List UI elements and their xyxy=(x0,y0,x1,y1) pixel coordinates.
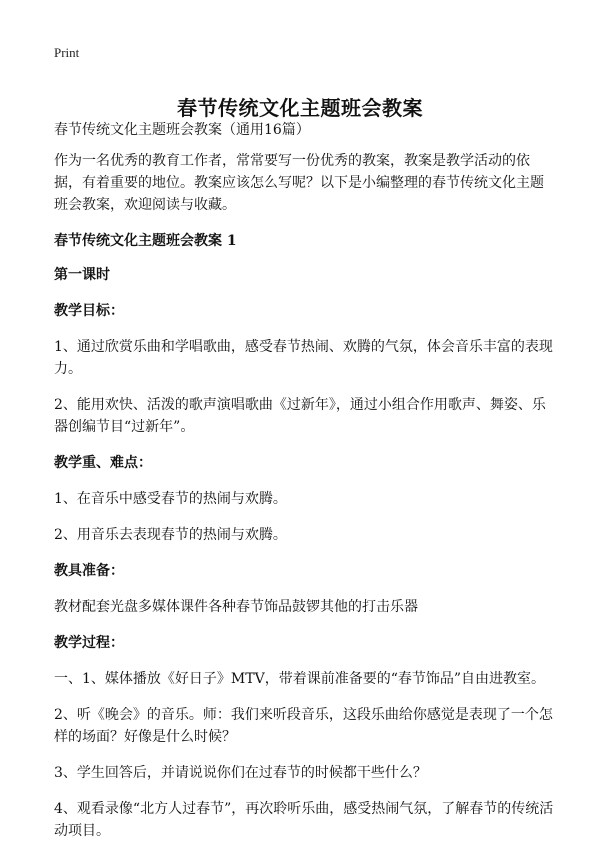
key-points-heading: 教学重、难点： xyxy=(54,455,152,471)
materials-text: 教材配套光盘多媒体课件各种春节饰品鼓锣其他的打击乐器 xyxy=(54,599,418,615)
process-item: 3、学生回答后，并请说说你们在过春节的时候都干些什么？ xyxy=(54,765,427,781)
page-title: 春节传统文化主题班会教案 xyxy=(177,96,423,121)
lesson-label: 第一课时 xyxy=(54,267,110,283)
document-body xyxy=(54,119,554,842)
goal-item: 1、通过欣赏乐曲和学唱歌曲，感受春节热闹、欢腾的气氛，体会音乐丰富的表现力。 xyxy=(54,339,553,377)
document-subtitle: 春节传统文化主题班会教案（通用16篇） xyxy=(54,122,310,138)
goals-heading: 教学目标： xyxy=(54,303,124,319)
materials-heading: 教具准备： xyxy=(54,563,124,579)
process-item: 一、1、媒体播放《好日子》MTV，带着课前准备要的“春节饰品”自由进教室。 xyxy=(54,671,546,687)
process-heading: 教学过程： xyxy=(54,635,124,651)
key-point-item: 1、在音乐中感受春节的热闹与欢腾。 xyxy=(54,491,287,507)
print-link[interactable]: Print xyxy=(54,45,80,60)
intro-paragraph: 作为一名优秀的教育工作者，常常要写一份优秀的教案，教案是教学活动的依据，有着重要的地位。教案应该怎么写呢？以下是小编整理的春节传统文化主题班会教案，欢迎阅读与收藏。 xyxy=(54,153,544,213)
key-point-item: 2、用音乐去表现春节的热闹与欢腾。 xyxy=(54,527,287,543)
section-title: 春节传统文化主题班会教案 1 xyxy=(54,233,237,249)
process-item: 4、观看录像“北方人过春节”，再次聆听乐曲，感受热闹气氛，了解春节的传统活动项目。 xyxy=(54,801,554,839)
process-item: 2、听《晚会》的音乐。师：我们来听段音乐，这段乐曲给你感觉是表现了一个怎样的场面？好像是什么时候？ xyxy=(54,707,553,745)
goal-item: 2、能用欢快、活泼的歌声演唱歌曲《过新年》，通过小组合作用歌声、舞姿、乐器创编节目“过新年”。 xyxy=(54,397,546,435)
